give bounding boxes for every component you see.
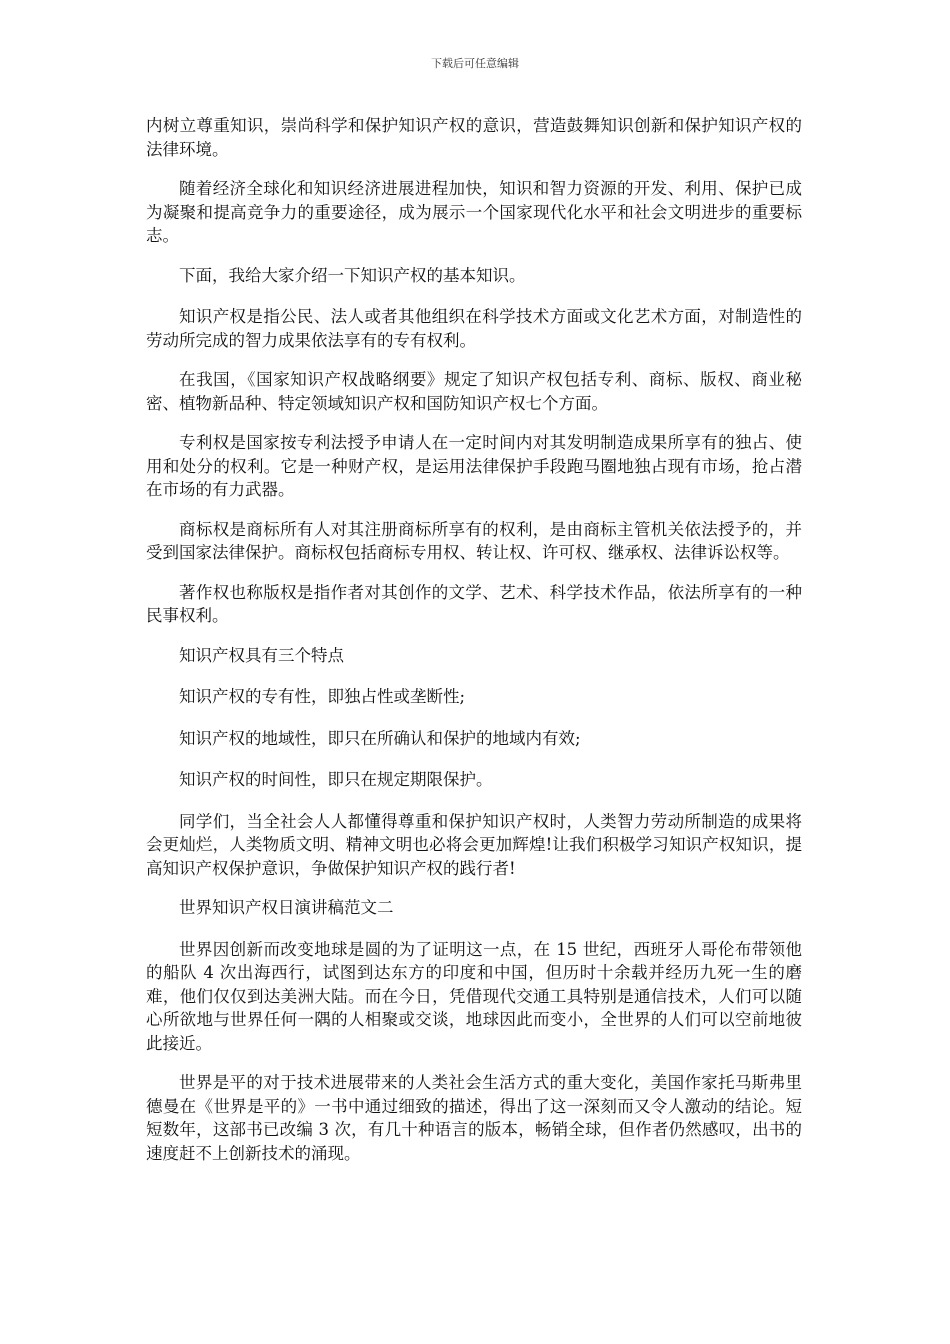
- paragraph-12: 知识产权的时间性，即只在规定期限保护。: [179, 770, 493, 789]
- paragraph-10: 知识产权的专有性，即独占性或垄断性;: [179, 687, 466, 706]
- paragraph-7: 商标权是商标所有人对其注册商标所享有的权利，是由商标主管机关依法授予的，并受到国家法律保护。商标权包括商标专用权、转让权、许可权、继承权、法律诉讼权等。: [146, 519, 802, 562]
- paragraph-13: 同学们，当全社会人人都懂得尊重和保护知识产权时，人类智力劳动所制造的成果将会更灿烂，人类物质文明、精神文明也必将会更加辉煌!让我们积极学习知识产权知识，提高知识产权保护意识，争做保护知识产权的践行者!: [146, 811, 802, 878]
- section-heading: 世界知识产权日演讲稿范文二: [179, 898, 394, 917]
- page-header-note: 下载后可任意编辑: [431, 57, 519, 70]
- paragraph-6: 专利权是国家按专利法授予申请人在一定时间内对其发明制造成果所享有的独占、使用和处分的权利。它是一种财产权，是运用法律保护手段跑马圈地独占现有市场，抢占潜在市场的有力武器。: [146, 433, 802, 499]
- paragraph-1: 内树立尊重知识，崇尚科学和保护知识产权的意识，营造鼓舞知识创新和保护知识产权的法律环境。: [146, 116, 802, 159]
- document-body: [146, 114, 802, 1181]
- paragraph-4: 知识产权是指公民、法人或者其他组织在科学技术方面或文化艺术方面，对制造性的劳动所完成的智力成果依法享有的专有权利。: [146, 307, 802, 350]
- paragraph-2: 随着经济全球化和知识经济进展进程加快，知识和智力资源的开发、利用、保护已成为凝聚和提高竞争力的重要途径，成为展示一个国家现代化水平和社会文明进步的重要标志。: [146, 179, 802, 245]
- paragraph-3: 下面，我给大家介绍一下知识产权的基本知识。: [179, 265, 526, 285]
- paragraph-9: 知识产权具有三个特点: [179, 645, 344, 665]
- paragraph-8: 著作权也称版权是指作者对其创作的文学、艺术、科学技术作品，依法所享有的一种民事权利。: [146, 582, 802, 625]
- paragraph-5: 在我国，《国家知识产权战略纲要》规定了知识产权包括专利、商标、版权、商业秘密、植物新品种、特定领域知识产权和国防知识产权七个方面。: [146, 370, 802, 413]
- paragraph-16: 世界是平的对于技术进展带来的人类社会生活方式的重大变化，美国作家托马斯弗里德曼在《世界是平的》一书中通过细致的描述，得出了这一深刻而又令人激动的结论。短短数年，这部书已改编 3 次，有几十种语言的版本，畅销全球，但作者仍然感叹，出书的速度赶不上创新技术的涌现。: [146, 1073, 802, 1163]
- paragraph-11: 知识产权的地域性，即只在所确认和保护的地域内有效;: [179, 728, 581, 748]
- paragraph-15: 世界因创新而改变地球是圆的为了证明这一点，在 15 世纪，西班牙人哥伦布带领他的船队 4 次出海西行，试图到达东方的印度和中国，但历时十余载并经历九死一生的磨难，他们仅仅到达美洲大陆。而在今日，凭借现代交通工具特别是通信技术，人们可以随心所欲地与世界任何一隅的人相聚或交谈，地球因此而变小，全世界的人们可以空前地彼此接近。: [146, 939, 802, 1053]
